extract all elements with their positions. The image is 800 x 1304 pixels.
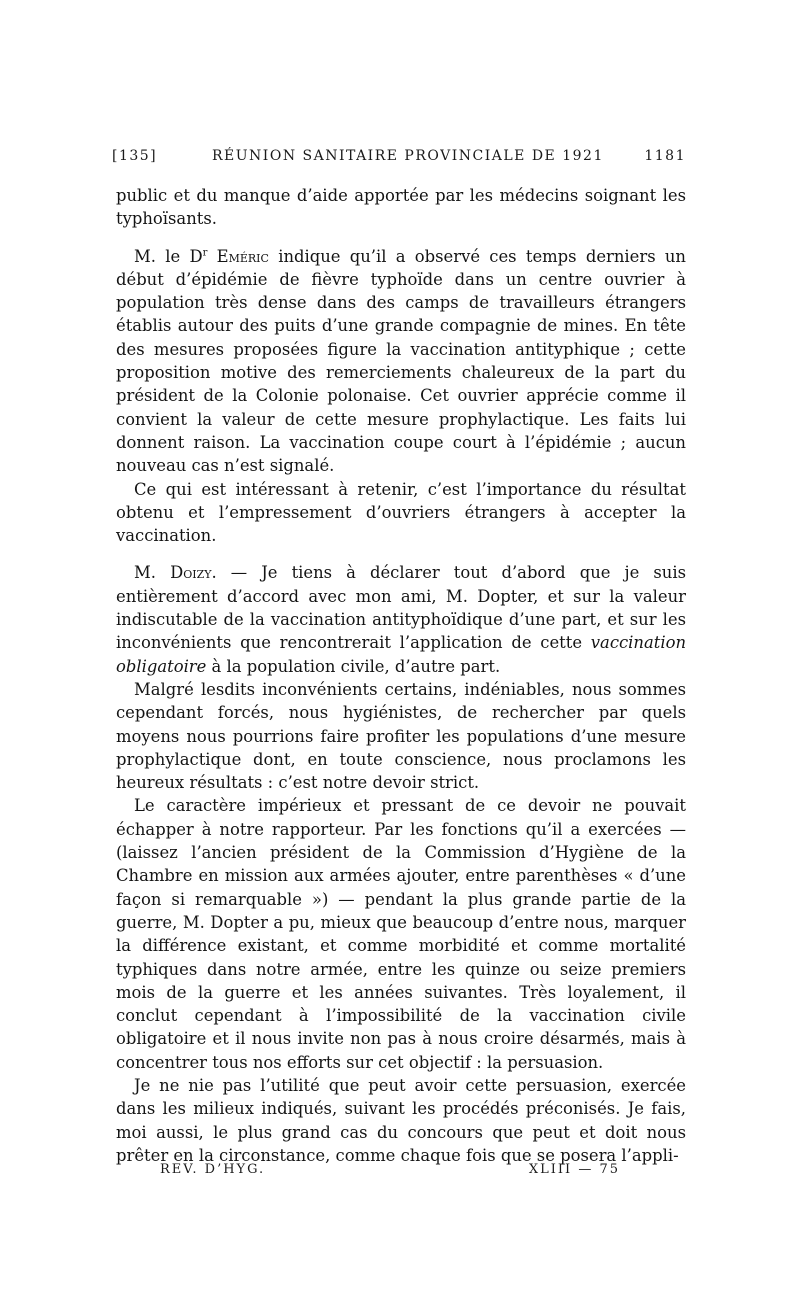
title-superscript: r [202,247,208,259]
page-reference: [135] [112,148,158,164]
paragraph-doizy [116,561,686,677]
paragraph-rapporteur: Le caractère impérieux et pressant de ce devoir ne pouvait échapper à notre rapporteur. Par les fonctions qu’il a exercées — (laissez l’ancien président de la Commission d’Hygiène de la Chambre en mission aux armées ajouter, entre parenthèses « d’une façon si remarquable ») — pendant la plus grande partie de la guerre, M. Dopter a pu, mieux que beaucoup d’entre nous, marquer la différence existant, et comme morbidité et comme mortalité typhiques dans notre armée, entre les quinze ou seize premiers mois de la guerre et les années suivantes. Très loyalement, il conclut cependant à l’impossibilité de la vaccination civile obligatoire et il nous invite non pas à nous croire désarmés, mais à concentrer tous nos efforts sur cet objectif : la persuasion. [116,796,686,1072]
paragraph-text: . — Je tiens à déclarer tout d’abord que je suis entièrement d’accord avec mon ami, M. Dopter, et sur la valeur indiscutable de la vaccination antityphoïdique d’une part, et sur les inconvénients que rencontrerait l’application de cette [116,563,686,653]
paragraph-continuation: public et du manque d’aide apportée par les médecins soignant les typhoïsants. [116,186,686,229]
paragraph-persuasion: Je ne nie pas l’utilité que peut avoir cette persuasion, exercée dans les milieux indiqués, suivant les procédés préconisés. Je fais, moi aussi, le plus grand cas du concours que peut et doit nous prêter en la circonstance, comme chaque fois que se posera l’appli- [116,1075,686,1165]
paragraph-result: Ce qui est intéressant à retenir, c’est l’importance du résultat obtenu et l’empressement d’ouvriers étrangers à accepter la vaccination. [116,479,686,546]
speaker-prefix: M. [134,563,171,583]
volume-signature: XLIII — 75 [528,1162,620,1177]
speaker-name: Doizy [170,563,212,583]
speaker-name: Eméric [216,246,269,266]
emphasized-text: vaccination obligatoire [116,633,686,676]
paragraph-text: indique qu’il a observé ces temps derniers un début d’épidémie de fièvre typhoïde dans un centre ouvrier à population très dense dans des camps de travailleurs étrangers établis autour des puits d’une grande compagnie de mines. En tête des mesures proposées figure la vaccination antityphique ; cette proposition motive des remerciements chaleureux de la part du président de la Colonie polonaise. Cet ouvrier apprécie comme il convient la valeur de cette mesure prophylactique. Les faits lui donnent raison. La vaccination coupe court à l’épidémie ; aucun nouveau cas n’est signalé. [116,246,686,476]
folio-number: 1181 [644,148,686,164]
journal-signature: REV. D’HYG. [160,1162,266,1177]
running-title: RÉUNION SANITAIRE PROVINCIALE DE 1921 [212,148,604,164]
paragraph-text: à la population civile, d’autre part. [206,656,501,676]
paragraph-emeric [116,245,686,478]
body-text [116,184,686,1167]
speaker-prefix: M. le D [134,246,203,266]
paragraph-inconvenients: Malgré lesdits inconvénients certains, indéniables, nous sommes cependant forcés, nous hygiénistes, de rechercher par quels moyens nous pourrions faire profiter les populations d’une mesure prophylactique dont, en toute conscience, nous proclamons les heureux résultats : c’est notre devoir strict. [116,679,686,793]
